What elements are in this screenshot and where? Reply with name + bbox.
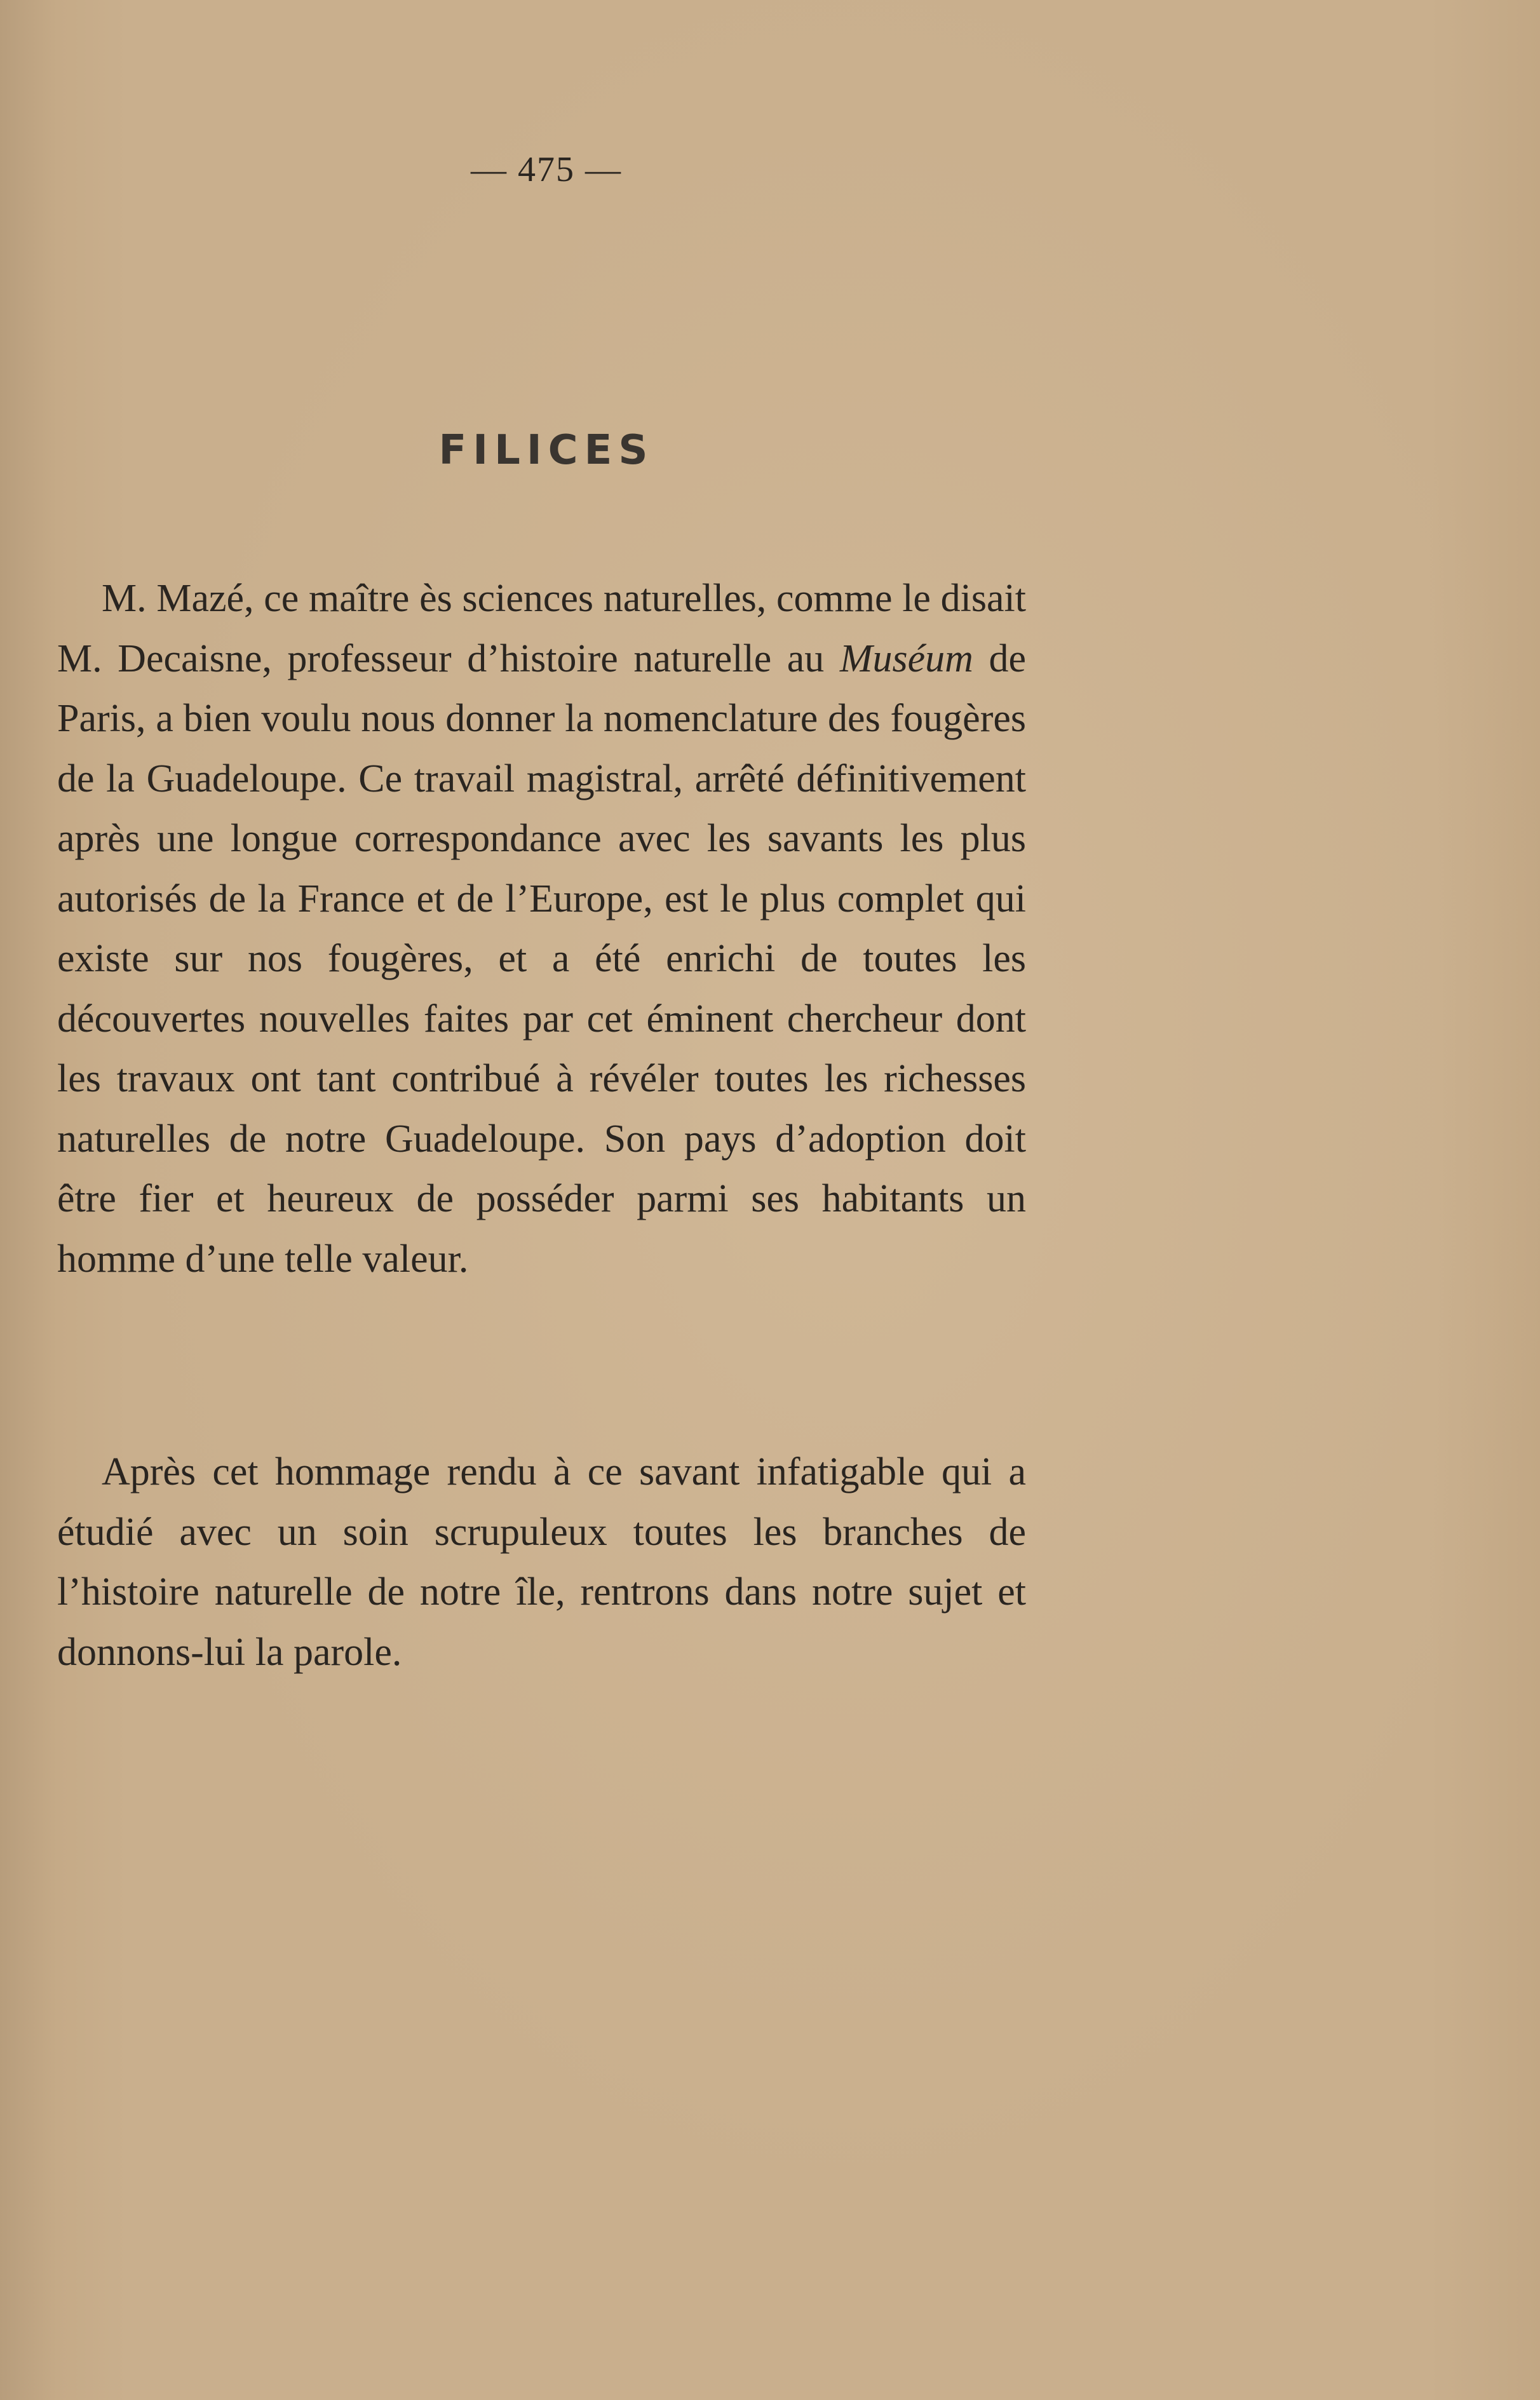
paragraph-1-part-1: M. Mazé, ce maître ès sciences naturelles, comme le disait M. Decaisne, professeur d’histoire naturelle au — [57, 577, 1026, 680]
paragraph-1-text — [57, 569, 1026, 1289]
section-title: FILICES — [438, 427, 654, 474]
paragraph-1-part-2: de Paris, a bien voulu nous donner la nomenclature des fougères de la Guadeloupe. Ce travail magistral, arrêté définitivement après une longue correspondance avec les savants les plus autorisés de la France et de l’Europe, est le plus complet qui existe sur nos fougères, et a été enrichi de toutes les découvertes nouvelles faites par cet éminent chercheur dont les travaux ont tant contribué à révéler toutes les richesses naturelles de notre Guadeloupe. Son pays d’adoption doit être fier et heureux de posséder parmi ses habitants un homme d’une telle valeur. — [57, 637, 1027, 1281]
paragraph-2 — [57, 1442, 1026, 1682]
paragraph-1 — [57, 569, 1026, 1289]
paragraph-2-text: Après cet hommage rendu à ce savant infatigable qui a étudié avec un soin scrupuleux toutes les branches de l’histoire naturelle de notre île, rentrons dans notre sujet et donnons-lui la parole. — [57, 1450, 1026, 1674]
museum-italic: Muséum — [839, 637, 973, 680]
page-number: — 475 — — [471, 150, 622, 189]
